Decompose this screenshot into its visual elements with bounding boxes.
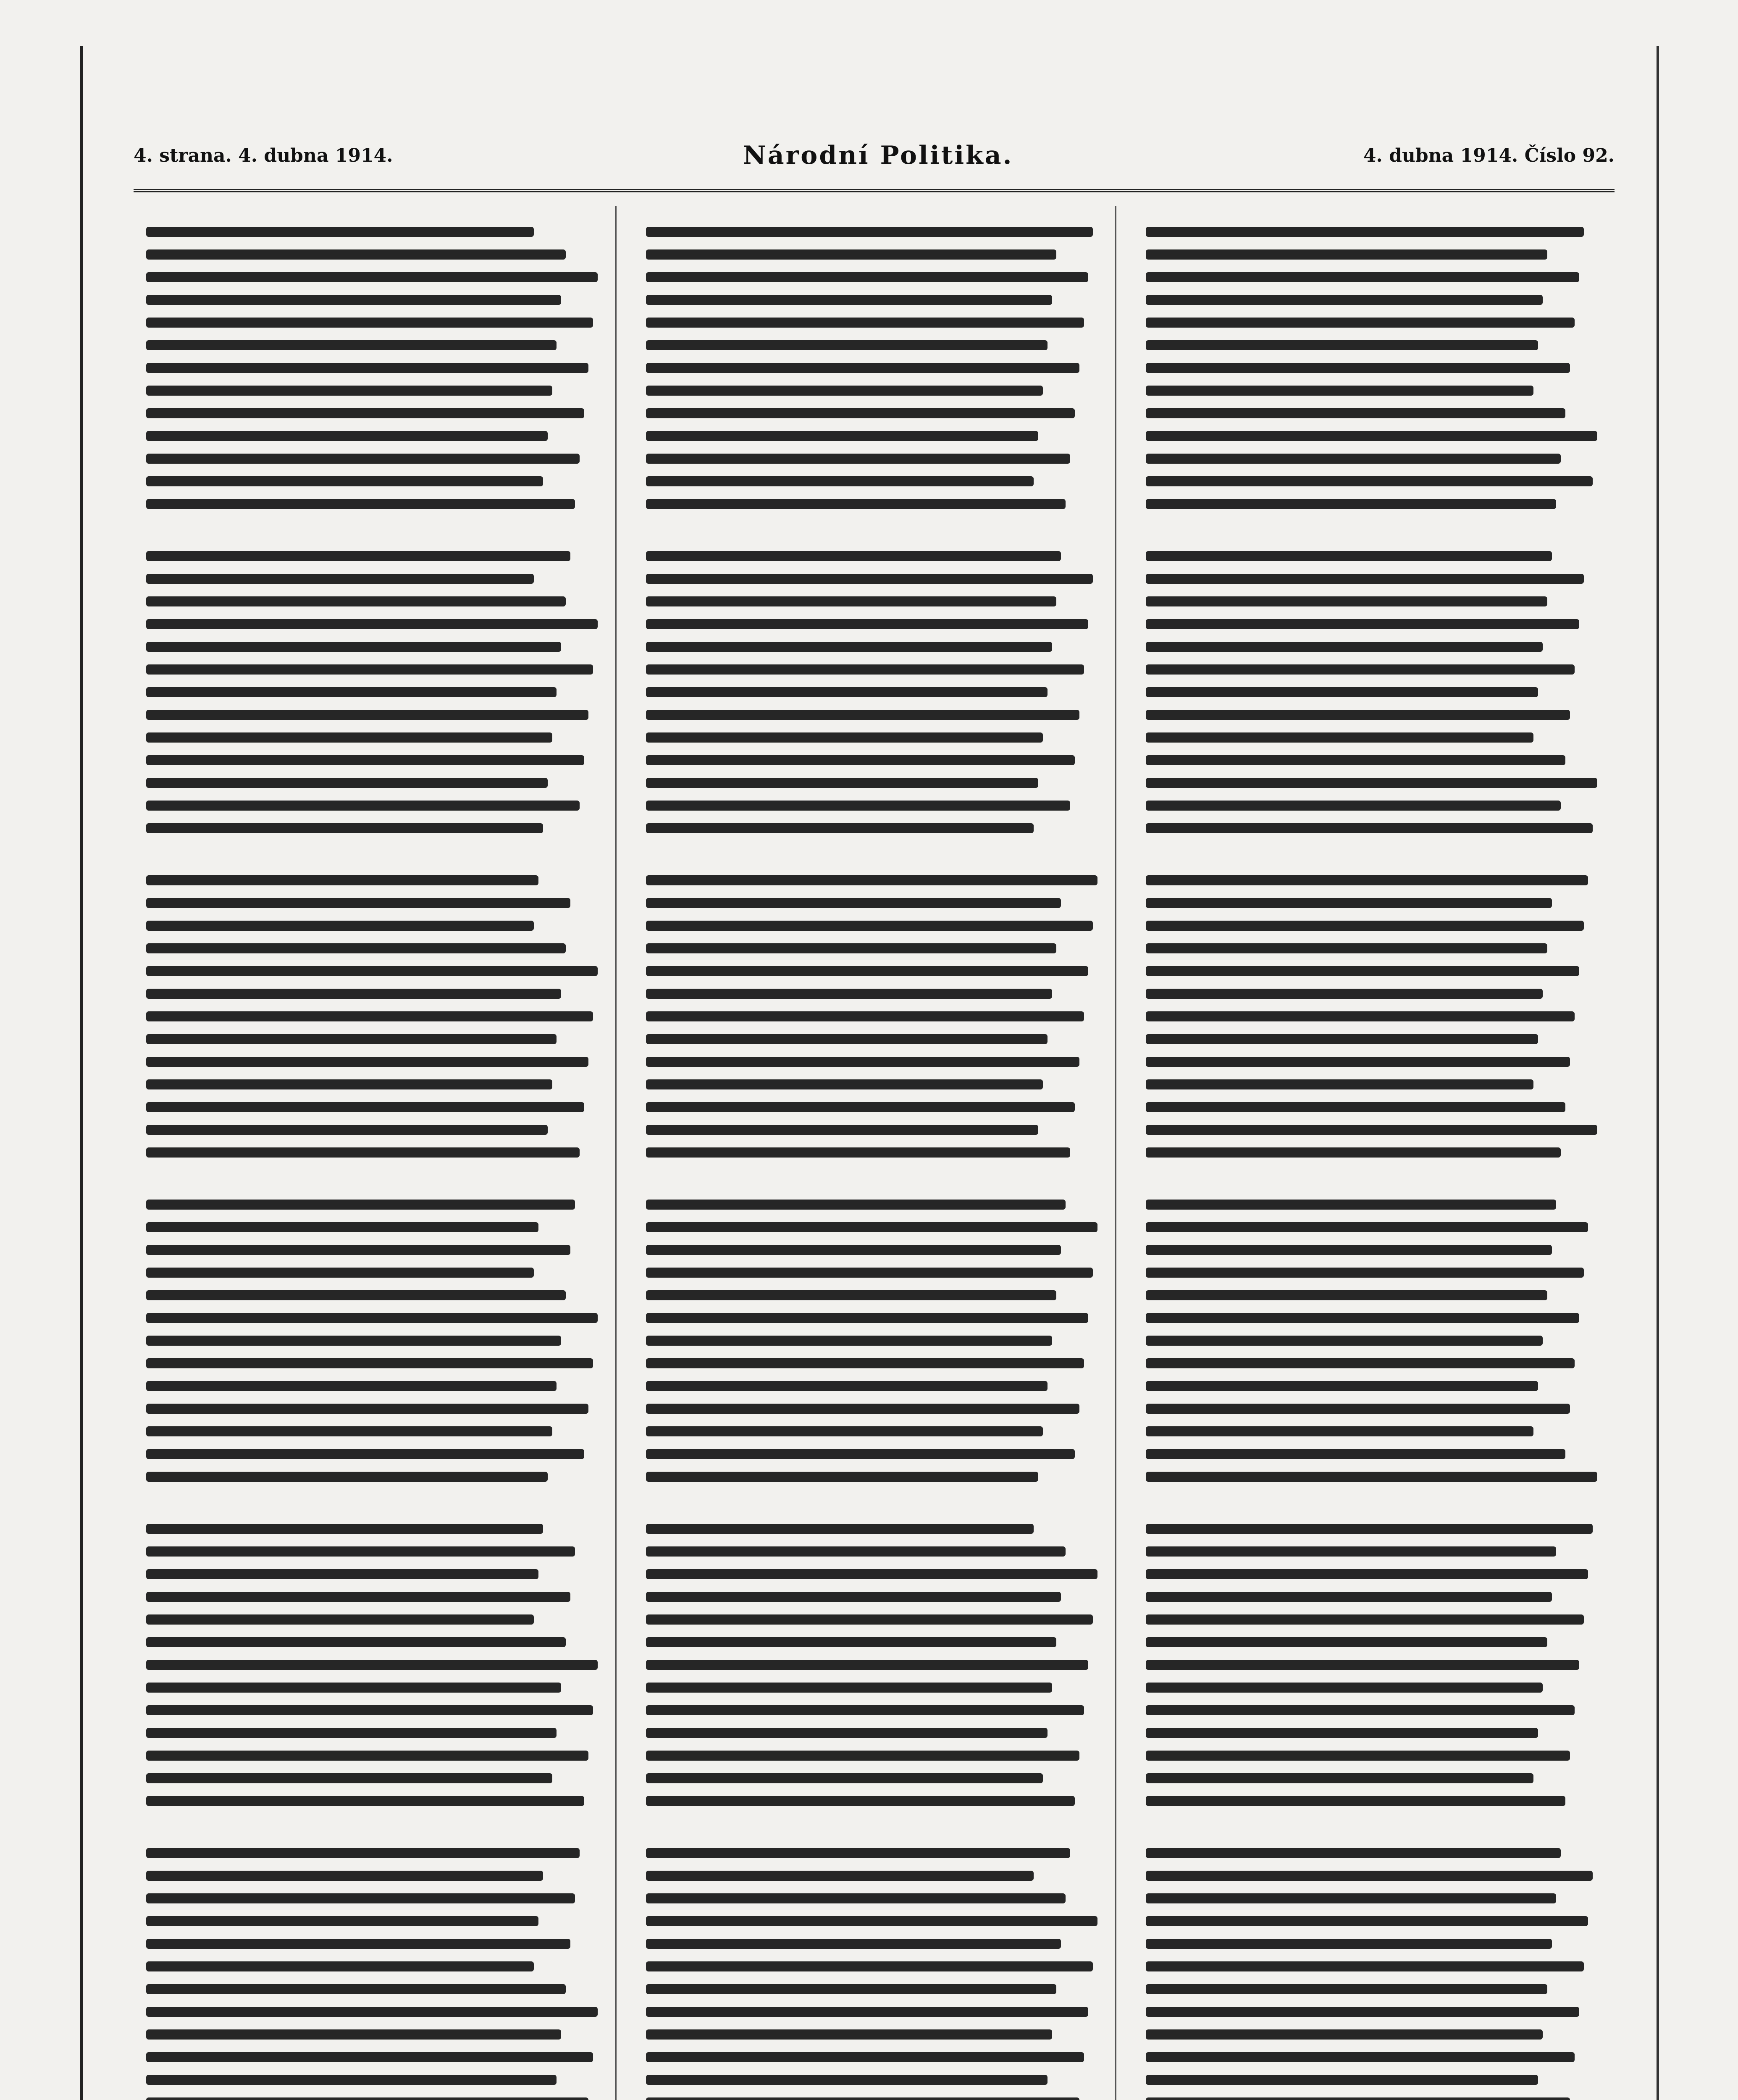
text-line-placeholder: [1146, 476, 1593, 486]
text-line-placeholder: [146, 1705, 593, 1715]
text-line-placeholder: [646, 898, 1061, 908]
text-line-placeholder: [646, 2007, 1088, 2017]
text-line-placeholder: [646, 755, 1075, 765]
text-line-placeholder: [1146, 1125, 1597, 1135]
text-line-placeholder: [1146, 823, 1593, 833]
text-line-placeholder: [1146, 1102, 1565, 1112]
text-line-placeholder: [646, 1449, 1075, 1459]
text-line-placeholder: [1146, 596, 1547, 606]
text-line-placeholder: [1146, 1222, 1588, 1232]
text-line-placeholder: [1146, 1637, 1547, 1647]
text-line-placeholder: [146, 1426, 552, 1436]
text-line-placeholder: [1146, 1893, 1556, 1903]
text-line-placeholder: [146, 875, 538, 885]
text-line-placeholder: [646, 2097, 1079, 2100]
text-line-placeholder: [146, 1848, 580, 1858]
text-line-placeholder: [146, 1125, 548, 1135]
text-line-placeholder: [1146, 454, 1561, 464]
text-line-placeholder: [1146, 755, 1565, 765]
text-line-placeholder: [146, 454, 580, 464]
text-line-placeholder: [146, 2007, 598, 2017]
text-line-placeholder: [146, 921, 534, 931]
text-line-placeholder: [1146, 1871, 1593, 1881]
text-line-placeholder: [146, 1268, 534, 1278]
text-line-placeholder: [1146, 2097, 1570, 2100]
text-line-placeholder: [146, 1796, 584, 1806]
text-line-placeholder: [646, 1984, 1056, 1994]
text-line-placeholder: [146, 1102, 584, 1112]
header-right: 4. dubna 1914. Číslo 92.: [1363, 144, 1615, 166]
text-line-placeholder: [146, 249, 566, 260]
text-line-placeholder: [1146, 921, 1584, 931]
text-line-placeholder: [146, 1569, 538, 1579]
text-line-placeholder: [1146, 408, 1565, 418]
text-line-placeholder: [146, 1336, 561, 1346]
text-line-placeholder: [646, 1592, 1061, 1602]
text-line-placeholder: [646, 1893, 1066, 1903]
text-line-placeholder: [646, 1569, 1097, 1579]
text-line-placeholder: [1146, 898, 1552, 908]
text-line-placeholder: [146, 1381, 557, 1391]
text-line-placeholder: [146, 1592, 570, 1602]
text-line-placeholder: [1146, 664, 1575, 675]
text-line-placeholder: [646, 499, 1066, 509]
text-line-placeholder: [1146, 943, 1547, 953]
text-line-placeholder: [146, 1034, 557, 1044]
text-line-placeholder: [1146, 687, 1538, 697]
text-line-placeholder: [1146, 431, 1597, 441]
text-line-placeholder: [1146, 1939, 1552, 1949]
text-line-placeholder: [146, 386, 552, 396]
text-line-placeholder: [146, 1614, 534, 1625]
text-line-placeholder: [646, 1313, 1088, 1323]
text-line-placeholder: [146, 687, 557, 697]
text-line-placeholder: [646, 408, 1075, 418]
text-line-placeholder: [146, 1524, 543, 1534]
text-line-placeholder: [646, 2075, 1048, 2085]
text-line-placeholder: [646, 340, 1048, 350]
masthead-title: Národní Politika.: [743, 141, 1013, 170]
text-line-placeholder: [1146, 966, 1579, 976]
text-line-placeholder: [146, 1637, 566, 1647]
text-line-placeholder: [1146, 318, 1575, 328]
text-line-placeholder: [1146, 1751, 1570, 1761]
text-line-placeholder: [1146, 1336, 1543, 1346]
text-line-placeholder: [646, 1381, 1048, 1391]
text-line-placeholder: [646, 1660, 1088, 1670]
text-line-placeholder: [1146, 1614, 1584, 1625]
text-line-placeholder: [146, 1893, 575, 1903]
text-line-placeholder: [1146, 732, 1533, 743]
text-line-placeholder: [646, 875, 1097, 885]
text-line-placeholder: [646, 227, 1093, 237]
text-line-placeholder: [146, 801, 580, 811]
text-line-placeholder: [646, 386, 1043, 396]
text-line-placeholder: [146, 1984, 566, 1994]
text-line-placeholder: [646, 2052, 1084, 2062]
text-line-placeholder: [646, 943, 1056, 953]
text-line-placeholder: [1146, 1546, 1556, 1557]
text-line-placeholder: [146, 318, 593, 328]
text-line-placeholder: [1146, 1796, 1565, 1806]
text-line-placeholder: [646, 431, 1038, 441]
text-line-placeholder: [646, 295, 1052, 305]
text-line-placeholder: [646, 1336, 1052, 1346]
text-line-placeholder: [646, 921, 1093, 931]
text-line-placeholder: [146, 1404, 588, 1414]
text-line-placeholder: [1146, 1290, 1547, 1300]
text-line-placeholder: [646, 966, 1088, 976]
text-line-placeholder: [646, 1426, 1043, 1436]
text-line-placeholder: [1146, 227, 1584, 237]
text-line-placeholder: [646, 1796, 1075, 1806]
text-line-placeholder: [646, 1125, 1038, 1135]
text-line-placeholder: [1146, 710, 1570, 720]
text-line-placeholder: [146, 1751, 588, 1761]
text-line-placeholder: [1146, 1569, 1588, 1579]
text-line-placeholder: [1146, 1524, 1593, 1534]
text-line-placeholder: [146, 295, 561, 305]
column-3: [1133, 206, 1615, 2100]
text-line-placeholder: [146, 755, 584, 765]
text-line-placeholder: [1146, 875, 1588, 885]
text-line-placeholder: [146, 1773, 552, 1783]
text-line-placeholder: [646, 1147, 1070, 1158]
text-line-placeholder: [646, 1472, 1038, 1482]
text-line-placeholder: [1146, 1449, 1565, 1459]
text-line-placeholder: [646, 1290, 1056, 1300]
text-line-placeholder: [146, 732, 552, 743]
text-line-placeholder: [646, 1961, 1093, 1971]
text-line-placeholder: [1146, 2007, 1579, 2017]
text-line-placeholder: [646, 1102, 1075, 1112]
text-line-placeholder: [1146, 1200, 1556, 1210]
text-line-placeholder: [646, 1079, 1043, 1089]
text-line-placeholder: [146, 551, 570, 561]
text-line-placeholder: [146, 227, 534, 237]
text-line-placeholder: [146, 710, 588, 720]
text-line-placeholder: [146, 898, 570, 908]
text-line-placeholder: [1146, 619, 1579, 629]
text-line-placeholder: [1146, 1728, 1538, 1738]
text-line-placeholder: [146, 596, 566, 606]
text-line-placeholder: [1146, 778, 1597, 788]
text-line-placeholder: [146, 943, 566, 953]
text-line-placeholder: [646, 1245, 1061, 1255]
text-line-placeholder: [146, 2052, 593, 2062]
text-line-placeholder: [1146, 499, 1556, 509]
text-line-placeholder: [146, 1939, 570, 1949]
text-line-placeholder: [146, 619, 598, 629]
text-line-placeholder: [646, 1728, 1048, 1738]
text-line-placeholder: [146, 408, 584, 418]
text-line-placeholder: [646, 778, 1038, 788]
text-line-placeholder: [1146, 2052, 1575, 2062]
text-line-placeholder: [646, 596, 1056, 606]
text-line-placeholder: [1146, 551, 1552, 561]
text-line-placeholder: [146, 1011, 593, 1021]
text-line-placeholder: [1146, 1079, 1533, 1089]
text-line-placeholder: [646, 687, 1048, 697]
text-line-placeholder: [1146, 801, 1561, 811]
text-line-placeholder: [1146, 1268, 1584, 1278]
text-line-placeholder: [1146, 1472, 1597, 1482]
text-line-placeholder: [646, 619, 1088, 629]
text-line-placeholder: [146, 1079, 552, 1089]
text-line-placeholder: [646, 1200, 1066, 1210]
text-line-placeholder: [646, 1683, 1052, 1693]
text-line-placeholder: [646, 642, 1052, 652]
text-line-placeholder: [646, 1751, 1079, 1761]
text-line-placeholder: [146, 1449, 584, 1459]
text-line-placeholder: [146, 1683, 561, 1693]
text-line-placeholder: [646, 249, 1056, 260]
text-line-placeholder: [146, 1472, 548, 1482]
text-line-placeholder: [646, 732, 1043, 743]
text-line-placeholder: [146, 1358, 593, 1368]
text-line-placeholder: [146, 2097, 588, 2100]
text-line-placeholder: [646, 1773, 1043, 1783]
text-line-placeholder: [1146, 1404, 1570, 1414]
column-2: [633, 206, 1116, 2100]
text-line-placeholder: [1146, 363, 1570, 373]
text-line-placeholder: [146, 1728, 557, 1738]
text-line-placeholder: [1146, 386, 1533, 396]
text-line-placeholder: [646, 1848, 1070, 1858]
text-line-placeholder: [646, 574, 1093, 584]
text-line-placeholder: [646, 1939, 1061, 1949]
text-line-placeholder: [146, 1660, 598, 1670]
text-line-placeholder: [146, 499, 575, 509]
text-line-placeholder: [646, 1011, 1084, 1021]
text-line-placeholder: [146, 340, 557, 350]
text-line-placeholder: [646, 823, 1034, 833]
text-line-placeholder: [646, 664, 1084, 675]
text-line-placeholder: [646, 1034, 1048, 1044]
text-line-placeholder: [646, 272, 1088, 282]
text-line-placeholder: [1146, 1848, 1561, 1858]
text-line-placeholder: [646, 1871, 1034, 1881]
text-line-placeholder: [146, 476, 543, 486]
text-line-placeholder: [646, 551, 1061, 561]
header-left: 4. strana. 4. dubna 1914.: [134, 144, 393, 166]
page-header: [134, 122, 1615, 192]
text-line-placeholder: [1146, 1034, 1538, 1044]
text-line-placeholder: [1146, 1381, 1538, 1391]
text-line-placeholder: [146, 1871, 543, 1881]
text-line-placeholder: [146, 664, 593, 675]
text-line-placeholder: [1146, 295, 1543, 305]
text-line-placeholder: [646, 454, 1070, 464]
text-line-placeholder: [146, 823, 543, 833]
text-line-placeholder: [1146, 1660, 1579, 1670]
text-line-placeholder: [146, 966, 598, 976]
text-line-placeholder: [1146, 1705, 1575, 1715]
text-line-placeholder: [646, 363, 1079, 373]
text-line-placeholder: [646, 1916, 1097, 1926]
text-line-placeholder: [146, 1200, 575, 1210]
text-columns: [134, 206, 1615, 2100]
text-line-placeholder: [146, 2075, 557, 2085]
text-line-placeholder: [146, 1961, 534, 1971]
text-line-placeholder: [646, 1705, 1084, 1715]
text-line-placeholder: [646, 318, 1084, 328]
text-line-placeholder: [1146, 1057, 1570, 1067]
text-line-placeholder: [1146, 1313, 1579, 1323]
text-line-placeholder: [646, 710, 1079, 720]
text-line-placeholder: [1146, 1592, 1552, 1602]
text-line-placeholder: [1146, 1245, 1552, 1255]
text-line-placeholder: [1146, 1984, 1547, 1994]
text-line-placeholder: [1146, 574, 1584, 584]
text-line-placeholder: [646, 1268, 1093, 1278]
text-line-placeholder: [146, 989, 561, 999]
text-line-placeholder: [146, 642, 561, 652]
text-line-placeholder: [646, 1614, 1093, 1625]
text-line-placeholder: [146, 1546, 575, 1557]
text-line-placeholder: [146, 574, 534, 584]
text-line-placeholder: [1146, 1961, 1584, 1971]
text-line-placeholder: [146, 272, 598, 282]
text-line-placeholder: [146, 363, 588, 373]
text-line-placeholder: [646, 1637, 1056, 1647]
text-line-placeholder: [1146, 2029, 1543, 2040]
text-line-placeholder: [1146, 1916, 1588, 1926]
text-line-placeholder: [146, 778, 548, 788]
text-line-placeholder: [646, 1358, 1084, 1368]
text-line-placeholder: [1146, 989, 1543, 999]
text-line-placeholder: [1146, 1426, 1533, 1436]
text-line-placeholder: [1146, 340, 1538, 350]
newspaper-page: [80, 46, 1659, 2100]
text-line-placeholder: [146, 1916, 538, 1926]
text-line-placeholder: [146, 1245, 570, 1255]
text-line-placeholder: [646, 1404, 1079, 1414]
text-line-placeholder: [646, 989, 1052, 999]
text-line-placeholder: [646, 1546, 1066, 1557]
text-line-placeholder: [1146, 2075, 1538, 2085]
text-line-placeholder: [646, 476, 1034, 486]
text-line-placeholder: [1146, 272, 1579, 282]
text-line-placeholder: [146, 1057, 588, 1067]
text-line-placeholder: [146, 431, 548, 441]
text-line-placeholder: [146, 1147, 580, 1158]
text-line-placeholder: [1146, 1011, 1575, 1021]
text-line-placeholder: [1146, 642, 1543, 652]
text-line-placeholder: [646, 1057, 1079, 1067]
text-line-placeholder: [646, 1524, 1034, 1534]
column-1: [134, 206, 617, 2100]
text-line-placeholder: [646, 801, 1070, 811]
text-line-placeholder: [1146, 249, 1547, 260]
text-line-placeholder: [646, 1222, 1097, 1232]
text-line-placeholder: [146, 1290, 566, 1300]
text-line-placeholder: [1146, 1358, 1575, 1368]
text-line-placeholder: [646, 2029, 1052, 2040]
text-line-placeholder: [1146, 1147, 1561, 1158]
text-line-placeholder: [1146, 1683, 1543, 1693]
text-line-placeholder: [146, 2029, 561, 2040]
text-line-placeholder: [146, 1222, 538, 1232]
text-line-placeholder: [1146, 1773, 1533, 1783]
text-line-placeholder: [146, 1313, 598, 1323]
